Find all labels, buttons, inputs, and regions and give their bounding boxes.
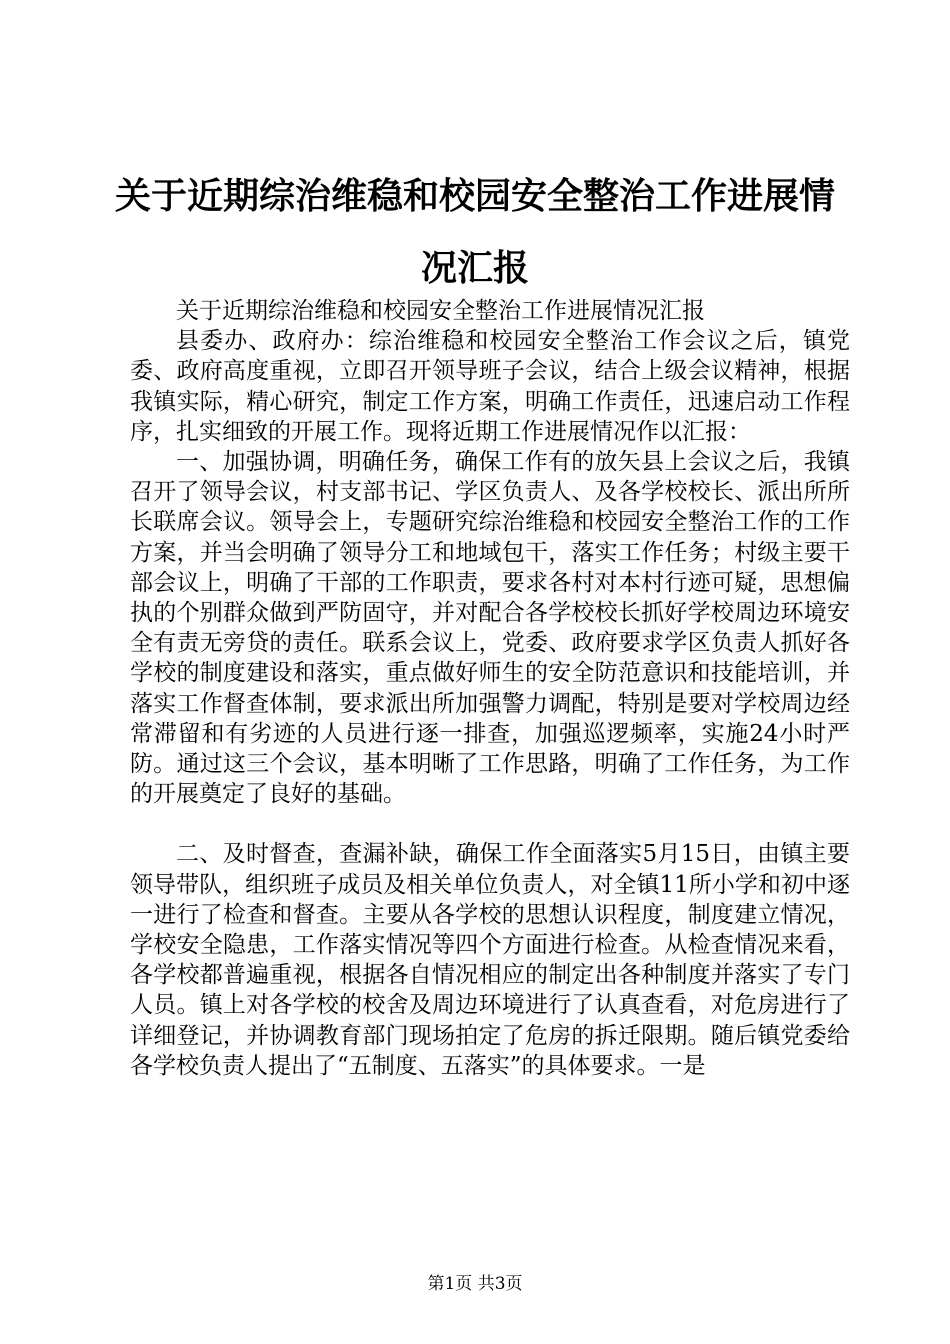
- document-title: 关于近期综治维稳和校园安全整治工作进展情况汇报: [114, 175, 835, 289]
- paragraph-salutation: 县委办、政府办：综治维稳和校园安全整治工作会议之后，镇党委、政府高度重视，立即召开领导班子会议，结合上级会议精神，根据我镇实际，精心研究，制定工作方案，明确工作责任，迅速启动工作程序，扎实细致的开展工作。现将近期工作进展情况作以汇报：: [130, 328, 850, 445]
- page-number: 第1页 共3页: [427, 1274, 523, 1294]
- document-body: [130, 296, 850, 1081]
- document-subtitle: 关于近期综治维稳和校园安全整治工作进展情况汇报: [176, 298, 705, 324]
- paragraph-section-two: 二、及时督查，查漏补缺，确保工作全面落实5月15日，由镇主要领导带队，组织班子成员及相关单位负责人，对全镇11所小学和初中逐一进行了检查和督查。主要从各学校的思想认识程度，制度建立情况，学校安全隐患，工作落实情况等四个方面进行检查。从检查情况来看，各学校都普遍重视，根据各自情况相应的制定出各种制度并落实了专门人员。镇上对各学校的校舍及周边环境进行了认真查看，对危房进行了详细登记，并协调教育部门现场拍定了危房的拆迁限期。随后镇党委给各学校负责人提出了“五制度、五落实”的具体要求。一是: [130, 841, 850, 1079]
- paragraph-section-one: 一、加强协调，明确任务，确保工作有的放矢县上会议之后，我镇召开了领导会议，村支部书记、学区负责人、及各学校校长、派出所所长联席会议。领导会上，专题研究综治维稳和校园安全整治工作的工作方案，并当会明确了领导分工和地域包干，落实工作任务；村级主要干部会议上，明确了干部的工作职责，要求各村对本村行迹可疑，思想偏执的个别群众做到严防固守，并对配合各学校校长抓好学校周边环境安全有责无旁贷的责任。联系会议上，党委、政府要求学区负责人抓好各学校的制度建设和落实，重点做好师生的安全防范意识和技能培训，并落实工作督查体制，要求派出所加强警力调配，特别是要对学校周边经常滞留和有劣迹的人员进行逐一排查，加强巡逻频率，实施24小时严防。通过这三个会议，基本明晰了工作思路，明确了工作任务，为工作的开展奠定了良好的基础。: [130, 449, 850, 808]
